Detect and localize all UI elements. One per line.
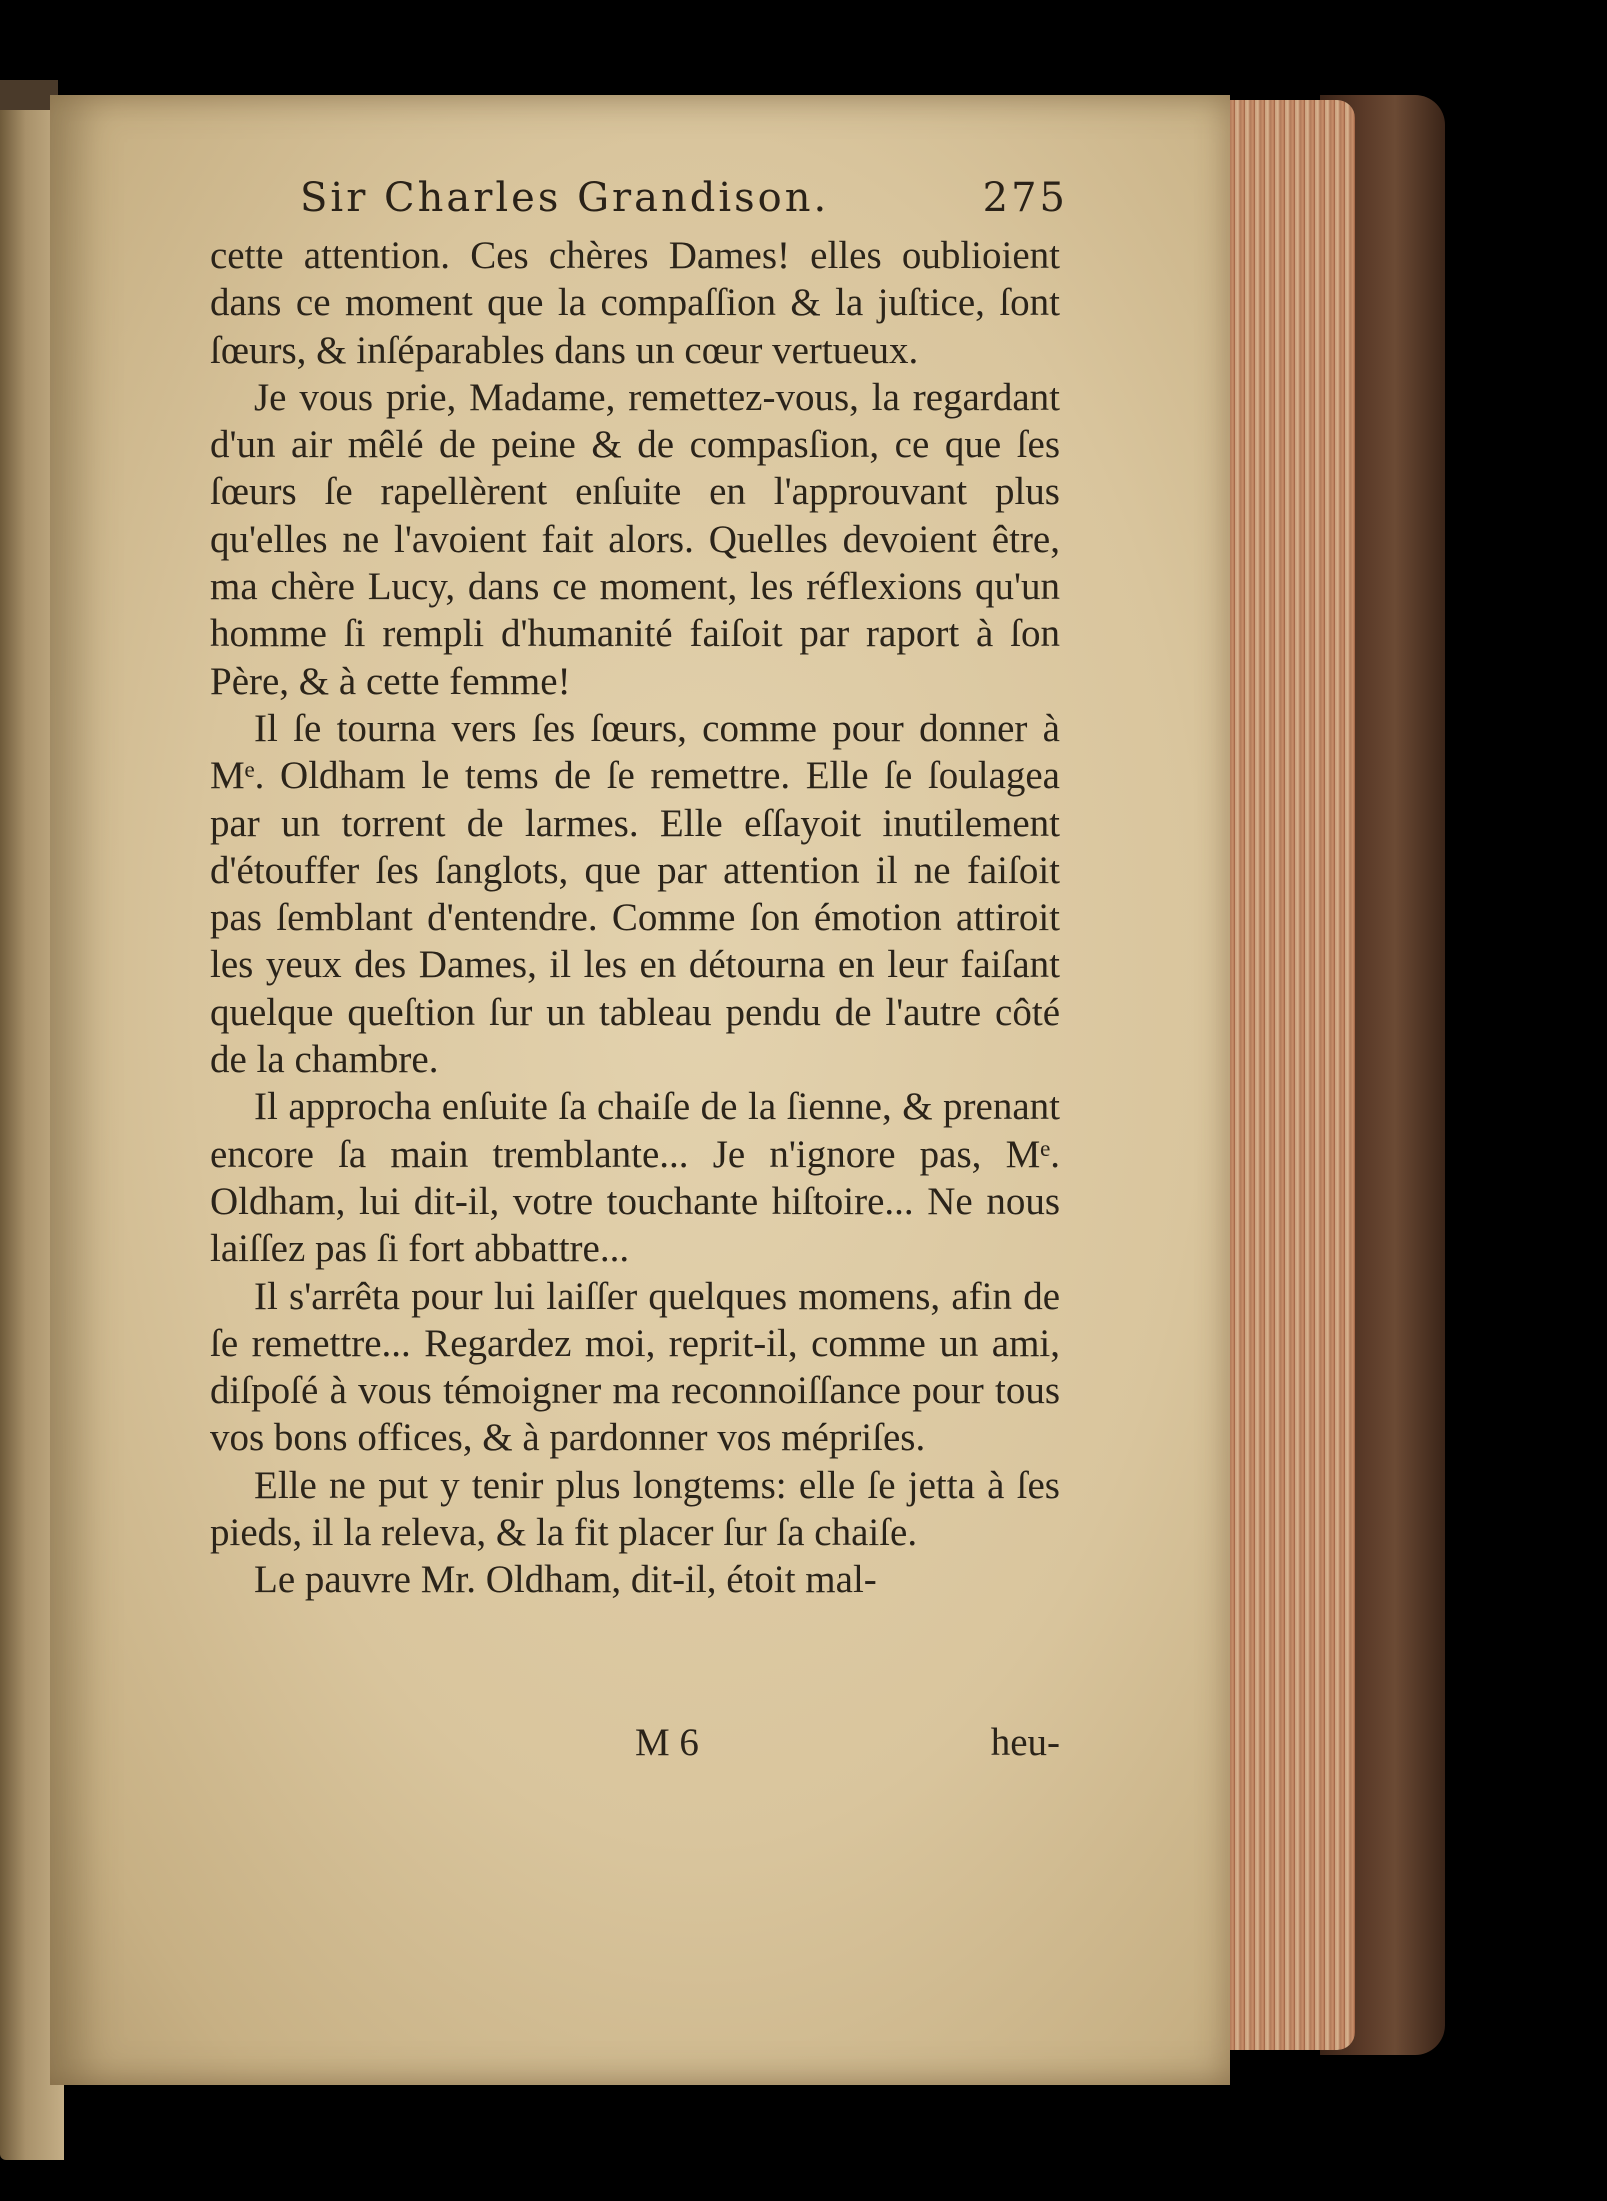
page-edges: [1215, 100, 1355, 2050]
signature-mark: M 6: [635, 1721, 699, 1764]
paragraph: Il s'arrêta pour lui laiſſer quelques momens, afin de ſe remettre... Regardez moi, reprit-il, comme un ami, diſpoſé à vous témoigner ma reconnoiſſance pour tous vos bons offices, & à pardonner vos mépriſes.: [210, 1274, 1060, 1460]
paragraph: cette attention. Ces chères Dames! elles oublioient dans ce moment que la compaſſion & la juſtice, ſont ſœurs, & inſéparables dans un cœur vertueux.: [210, 234, 1060, 372]
paragraph: Le pauvre Mr. Oldham, dit-il, étoit mal-: [254, 1558, 877, 1602]
paragraph: Elle ne put y tenir plus longtems: elle ſe jetta à ſes pieds, il la releva, & la fit placer ſur ſa chaiſe.: [210, 1463, 1060, 1555]
page-footer: [210, 1720, 1060, 1770]
paragraph: Il ſe tourna vers ſes ſœurs, comme pour donner à Mᵉ. Oldham le tems de ſe remettre. Elle ſe ſoulagea par un torrent de larmes. Elle eſſayoit inutilement d'étouffer ſes ſanglots, que par attention il ne faiſoit pas ſemblant d'entendre. Comme ſon émotion attiroit les yeux des Dames, il les en détourna en leur faiſant quelque queſtion ſur un tableau pendu de l'autre côté de la chambre.: [210, 706, 1060, 1082]
running-header: [300, 175, 1080, 221]
paragraph: Je vous prie, Madame, remettez-vous, la regardant d'un air mêlé de peine & de compasſion, ce que ſes ſœurs ſe rapellèrent enſuite en l'approuvant plus qu'elles ne l'avoient fait alors. Quelles devoient être, ma chère Lucy, dans ce moment, les réflexions qu'un homme ſi rempli d'humanité faiſoit par raport à ſon Père, & à cette femme!: [210, 375, 1060, 703]
catchword: heu-: [990, 1721, 1060, 1764]
running-title: Sir Charles Grandison.: [300, 175, 830, 221]
paragraph: Il approcha enſuite ſa chaiſe de la ſienne, & prenant encore ſa main tremblante... Je n'ignore pas, Mᵉ. Oldham, lui dit-il, votre touchante hiſtoire... Ne nous laiſſez pas ſi fort abbattre...: [210, 1085, 1060, 1271]
body-text: [210, 232, 1060, 1604]
page-number: 275: [982, 175, 1068, 221]
